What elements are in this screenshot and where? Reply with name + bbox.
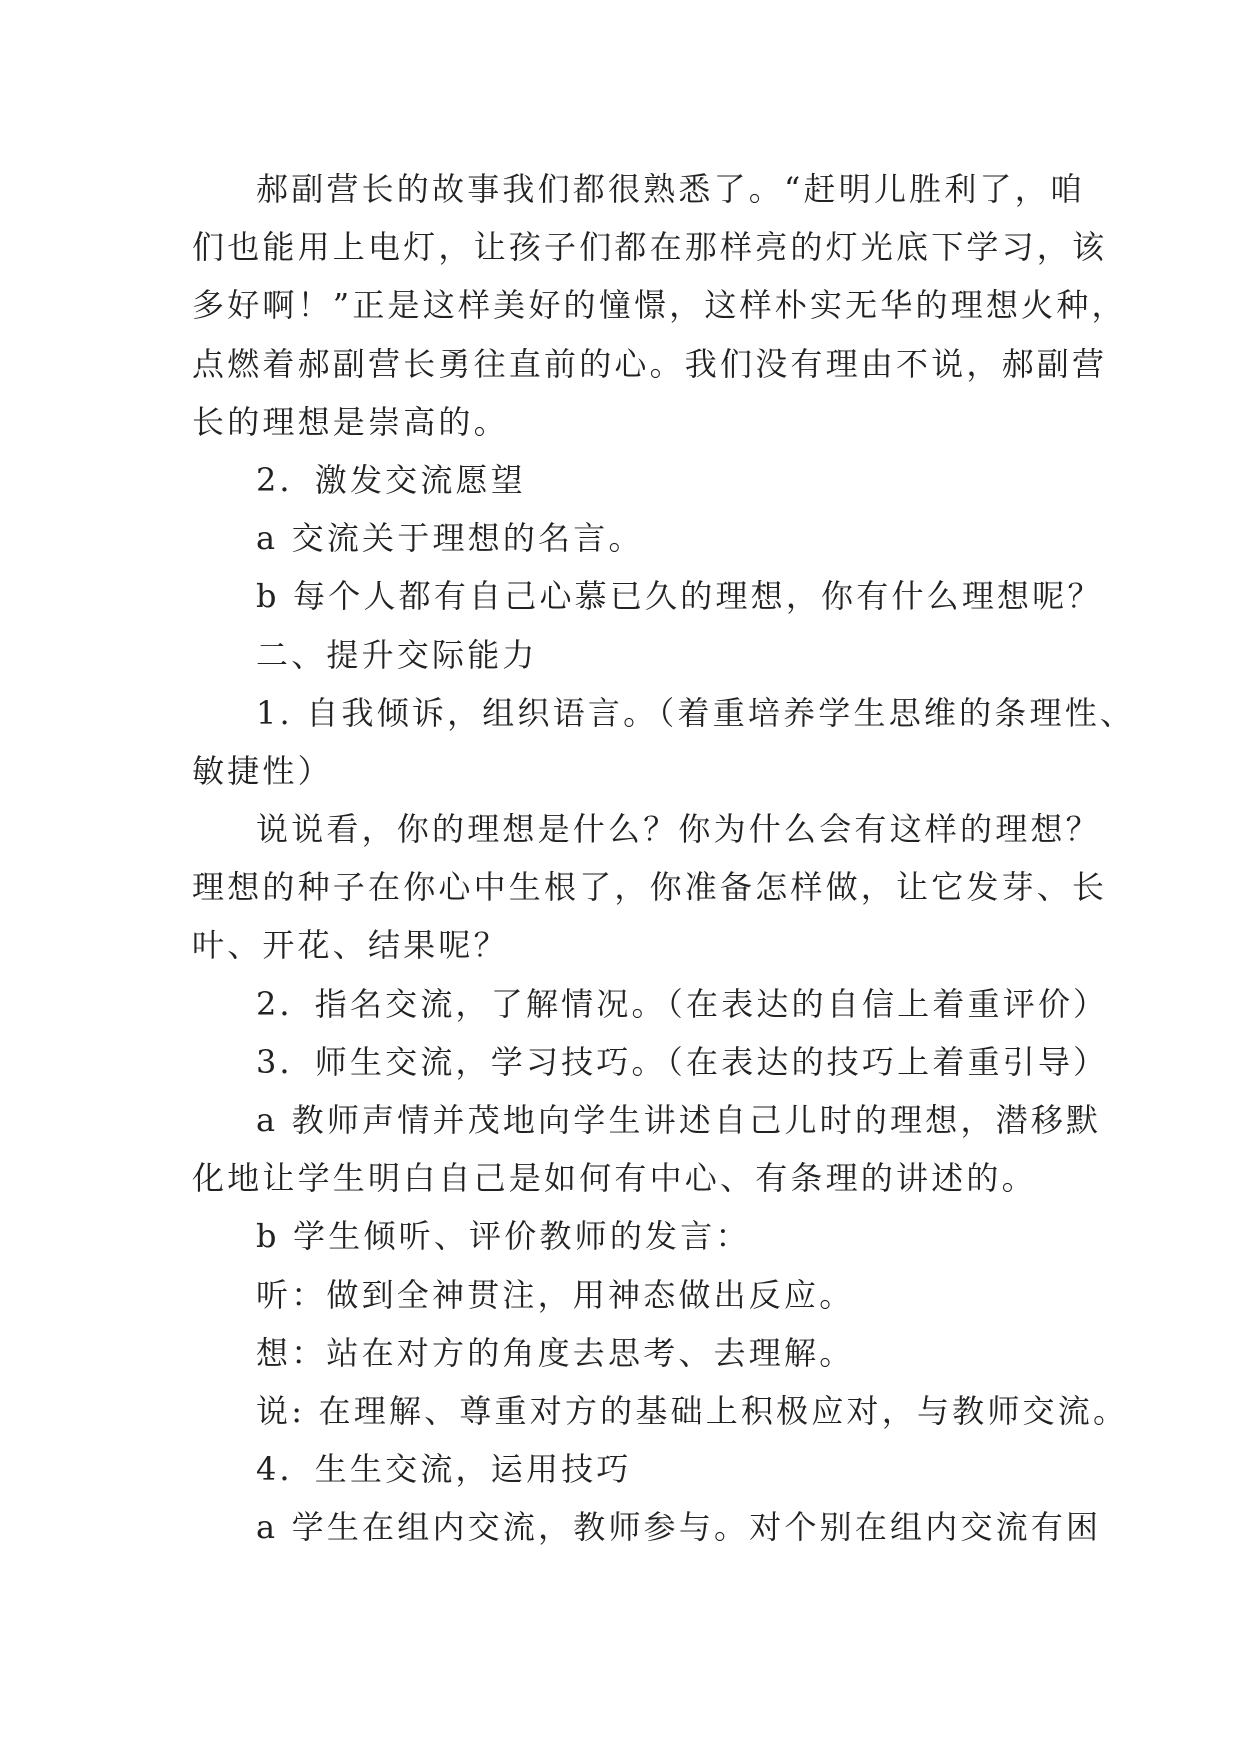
- text-line: 点燃着郝副营长勇往直前的心。我们没有理由不说，郝副营: [192, 344, 1108, 383]
- text-line: a 交流关于理想的名言。: [256, 519, 644, 558]
- text-line: 敏捷性）: [192, 751, 333, 790]
- text-line: b 学生倾听、评价教师的发言：: [256, 1217, 751, 1256]
- text-line: 4．生生交流，运用技巧: [256, 1450, 632, 1489]
- text-line: 2．指名交流，了解情况。（在表达的自信上着重评价）: [256, 984, 1109, 1023]
- text-line: 二、提升交际能力: [256, 635, 538, 674]
- text-line: 叶、开花、结果呢？: [192, 926, 509, 965]
- text-line: 3．师生交流，学习技巧。（在表达的技巧上着重引导）: [256, 1042, 1109, 1081]
- text-line: 化地让学生明白自己是如何有中心、有条理的讲述的。: [192, 1159, 1037, 1198]
- text-line: 想：站在对方的角度去思考、去理解。: [256, 1333, 855, 1372]
- text-line: a 学生在组内交流，教师参与。对个别在组内交流有困: [256, 1508, 1102, 1547]
- text-line: 长的理想是崇高的。: [192, 402, 509, 441]
- text-line: 听：做到全神贯注，用神态做出反应。: [256, 1275, 855, 1314]
- text-line: 郝副营长的故事我们都很熟悉了。“赶明儿胜利了，咱: [256, 170, 1086, 208]
- text-line: 1. 自我倾诉，组织语言。（着重培养学生思维的条理性、: [256, 693, 1136, 732]
- text-line: 说说看，你的理想是什么？你为什么会有这样的理想？: [256, 810, 1101, 849]
- text-line: 说: 在理解、尊重对方的基础上积极应对，与教师交流。: [256, 1391, 1129, 1430]
- text-line: 2．激发交流愿望: [256, 460, 526, 499]
- document-body: [192, 160, 1136, 1557]
- text-line: 多好啊！”正是这样美好的憧憬，这样朴实无华的理想火种，: [192, 286, 1127, 325]
- text-line: b 每个人都有自己心慕已久的理想，你有什么理想呢？: [256, 577, 1103, 616]
- text-line: a 教师声情并茂地向学生讲述自己儿时的理想，潜移默: [256, 1101, 1102, 1139]
- text-line: 理想的种子在你心中生根了，你准备怎样做，让它发芽、长: [192, 868, 1108, 907]
- text-line: 们也能用上电灯，让孩子们都在那样亮的灯光底下学习，该: [192, 228, 1108, 267]
